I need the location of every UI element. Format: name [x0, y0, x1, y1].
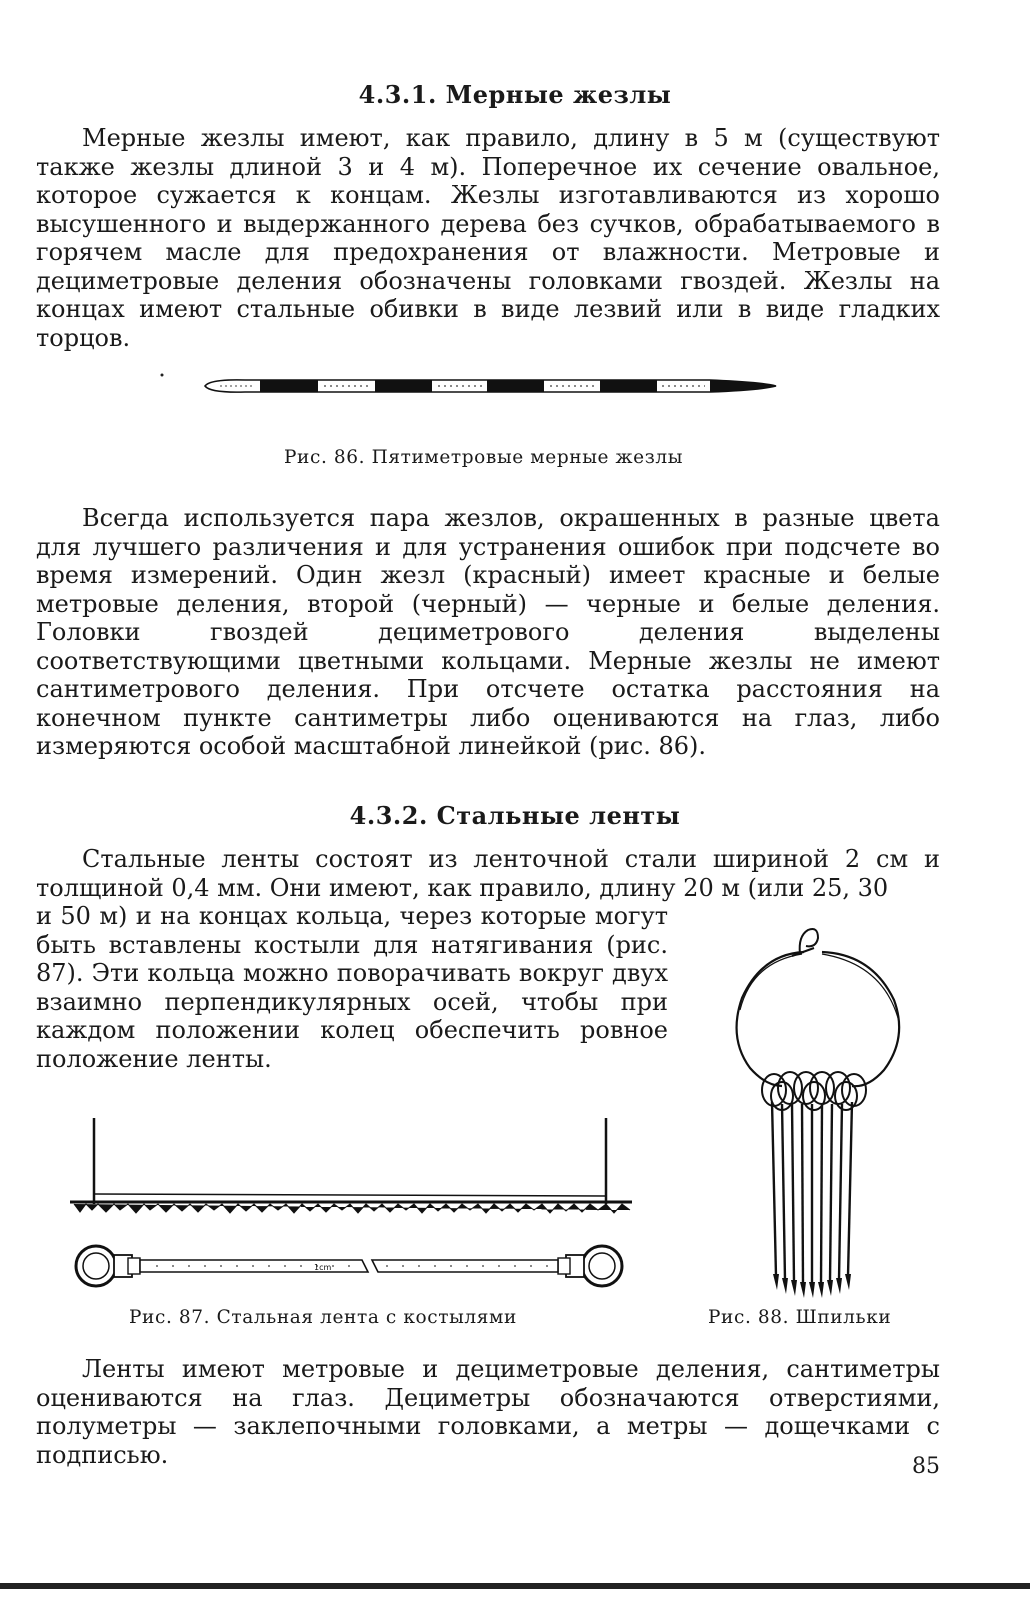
paragraph-rod-usage-text: Всегда используется пара жезлов, окрашенных в разные цвета для лучшего различения и для устранения ошибок при подсчете во время измерений. Один жезл (красный) имеет красные и белые метровые деления, второй (черный) — черные и белые деления. Головки гвоздей дециметрового деления выделены соответствующими цветными кольцами. Мерные жезлы не имеют сантиметрового деления. При отсчете остатка расстояния на конечном пункте сантиметры либо оцениваются на глаз, либо измеряются особой масштабной линейкой (рис. 86).: [36, 504, 940, 760]
paragraph-tape-divisions-text: Ленты имеют метровые и дециметровые деления, сантиметры оцениваются на глаз. Дециметры обозначаются отверстиями, полуметры — заклепочными головками, а метры — дощечками с подписью.: [36, 1355, 940, 1469]
figure-86-caption: Рис. 86. Пятиметровые мерные жезлы: [284, 447, 684, 468]
paragraph-measuring-rods: [36, 124, 940, 352]
tape-scale-label: 1cm: [314, 1263, 332, 1272]
section-heading-4-3-2: 4.3.2. Стальные ленты: [349, 801, 681, 830]
figure-87-caption: Рис. 87. Стальная лента с костылями: [129, 1307, 517, 1328]
paragraph-tape-divisions: [36, 1355, 940, 1469]
page-number: 85: [912, 1454, 940, 1479]
scan-bottom-edge: [0, 1583, 1030, 1589]
figure-88-caption: Рис. 88. Шпильки: [708, 1307, 892, 1328]
paragraph-steel-tapes-intro-text: Стальные ленты состоят из ленточной стали шириной 2 см и толщиной 0,4 мм. Они имеют, как правило, длину 20 м (или 25, 30: [36, 845, 940, 902]
paragraph-measuring-rods-text: Мерные жезлы имеют, как правило, длину в 5 м (существуют также жезлы длиной 3 и 4 м). Поперечное их сечение овальное, которое сужается к концам. Жезлы изготавливаются из хорошо высушенного и выдержанного дерева без сучков, обрабатываемого в горячем масле для предохранения от влажности. Метровые и дециметровые деления обозначены головками гвоздей. Жезлы на концах имеют стальные обивки в виде лезвий или в виде гладких торцов.: [36, 124, 940, 352]
paragraph-steel-tapes-wrapped: и 50 м) и на концах кольца, через которые могут быть вставлены костыли для натягивания (рис. 87). Эти кольца можно поворачивать вокруг двух взаимно перпендикулярных осей, чтобы при каждом положении колец обеспечить ровное положение ленты.: [36, 902, 668, 1073]
figure-88-pins: [722, 918, 922, 1302]
section-heading-4-3-1: 4.3.1. Мерные жезлы: [358, 80, 672, 109]
figure-86-measuring-rod: [150, 366, 790, 406]
paragraph-steel-tapes-intro: [36, 845, 940, 902]
paragraph-rod-usage: [36, 504, 940, 761]
figure-87-steel-tape: [66, 1112, 640, 1302]
